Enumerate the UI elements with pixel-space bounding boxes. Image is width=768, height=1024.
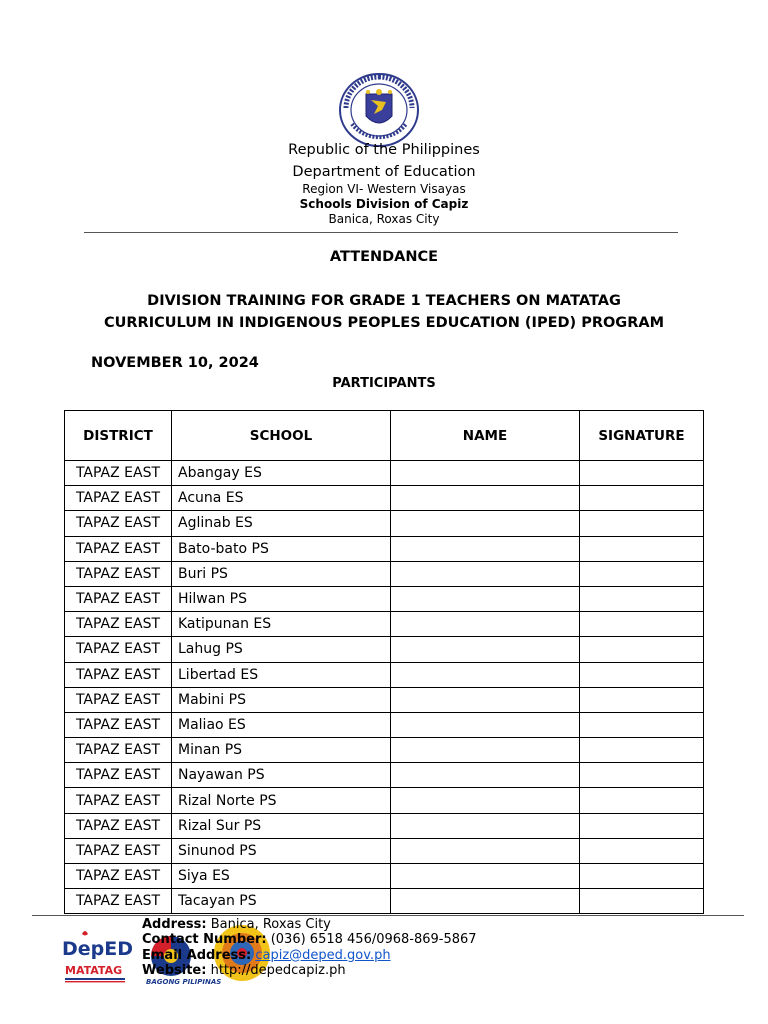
district-cell: TAPAZ EAST bbox=[65, 889, 172, 914]
footer-website bbox=[142, 963, 477, 978]
header-location: Banica, Roxas City bbox=[328, 212, 440, 226]
name-cell[interactable] bbox=[391, 561, 580, 586]
table-row bbox=[65, 788, 704, 813]
signature-cell[interactable] bbox=[580, 536, 704, 561]
document-subtitle bbox=[60, 290, 708, 334]
document-title: ATTENDANCE bbox=[329, 249, 439, 265]
website-label: Website: bbox=[142, 962, 207, 978]
address-label: Address: bbox=[142, 917, 207, 932]
district-cell: TAPAZ EAST bbox=[65, 637, 172, 662]
district-cell: TAPAZ EAST bbox=[65, 864, 172, 889]
deped-matatag-logo-icon bbox=[62, 928, 142, 986]
table-row bbox=[65, 637, 704, 662]
signature-cell[interactable] bbox=[580, 461, 704, 486]
header-region: Region VI- Western Visayas bbox=[302, 182, 466, 196]
column-header-name: NAME bbox=[391, 411, 580, 461]
footer-contact bbox=[142, 932, 477, 947]
school-cell: Hilwan PS bbox=[172, 586, 391, 611]
school-cell: Lahug PS bbox=[172, 637, 391, 662]
school-cell: Bato-bato PS bbox=[172, 536, 391, 561]
table-row bbox=[65, 612, 704, 637]
school-cell: Katipunan ES bbox=[172, 612, 391, 637]
school-cell: Mabini PS bbox=[172, 687, 391, 712]
signature-cell[interactable] bbox=[580, 763, 704, 788]
signature-cell[interactable] bbox=[580, 788, 704, 813]
school-cell: Buri PS bbox=[172, 561, 391, 586]
name-cell[interactable] bbox=[391, 763, 580, 788]
school-cell: Abangay ES bbox=[172, 461, 391, 486]
school-cell: Siya ES bbox=[172, 864, 391, 889]
participants-label: PARTICIPANTS bbox=[332, 376, 436, 391]
contact-label: Contact Number: bbox=[142, 932, 267, 948]
district-cell: TAPAZ EAST bbox=[65, 511, 172, 536]
signature-cell[interactable] bbox=[580, 864, 704, 889]
name-cell[interactable] bbox=[391, 864, 580, 889]
school-cell: Libertad ES bbox=[172, 662, 391, 687]
signature-cell[interactable] bbox=[580, 662, 704, 687]
signature-cell[interactable] bbox=[580, 889, 704, 914]
signature-cell[interactable] bbox=[580, 813, 704, 838]
footer-contact-info bbox=[142, 917, 477, 978]
signature-cell[interactable] bbox=[580, 511, 704, 536]
school-cell: Rizal Norte PS bbox=[172, 788, 391, 813]
name-cell[interactable] bbox=[391, 511, 580, 536]
header-divider bbox=[84, 232, 678, 233]
district-cell: TAPAZ EAST bbox=[65, 612, 172, 637]
name-cell[interactable] bbox=[391, 612, 580, 637]
district-cell: TAPAZ EAST bbox=[65, 561, 172, 586]
footer-address bbox=[142, 917, 477, 932]
header-division: Schools Division of Capiz bbox=[299, 197, 469, 211]
school-cell: Sinunod PS bbox=[172, 838, 391, 863]
signature-cell[interactable] bbox=[580, 838, 704, 863]
name-cell[interactable] bbox=[391, 637, 580, 662]
table-row bbox=[65, 461, 704, 486]
document-date: NOVEMBER 10, 2024 bbox=[91, 355, 259, 371]
school-cell: Aglinab ES bbox=[172, 511, 391, 536]
signature-cell[interactable] bbox=[580, 712, 704, 737]
name-cell[interactable] bbox=[391, 813, 580, 838]
table-row bbox=[65, 813, 704, 838]
address-value: Banica, Roxas City bbox=[210, 917, 331, 932]
signature-cell[interactable] bbox=[580, 738, 704, 763]
table-row bbox=[65, 561, 704, 586]
name-cell[interactable] bbox=[391, 838, 580, 863]
district-cell: TAPAZ EAST bbox=[65, 662, 172, 687]
school-cell: Rizal Sur PS bbox=[172, 813, 391, 838]
name-cell[interactable] bbox=[391, 662, 580, 687]
name-cell[interactable] bbox=[391, 461, 580, 486]
district-cell: TAPAZ EAST bbox=[65, 536, 172, 561]
table-row bbox=[65, 738, 704, 763]
district-cell: TAPAZ EAST bbox=[65, 838, 172, 863]
signature-cell[interactable] bbox=[580, 687, 704, 712]
name-cell[interactable] bbox=[391, 586, 580, 611]
school-cell: Maliao ES bbox=[172, 712, 391, 737]
name-cell[interactable] bbox=[391, 889, 580, 914]
signature-cell[interactable] bbox=[580, 612, 704, 637]
contact-value: (036) 6518 456/0968-869-5867 bbox=[270, 932, 477, 948]
table-row bbox=[65, 687, 704, 712]
email-link[interactable]: capiz@deped.gov.ph bbox=[255, 947, 391, 963]
name-cell[interactable] bbox=[391, 738, 580, 763]
school-cell: Nayawan PS bbox=[172, 763, 391, 788]
subtitle-line-1: DIVISION TRAINING FOR GRADE 1 TEACHERS ON MATATAG bbox=[147, 293, 621, 309]
district-cell: TAPAZ EAST bbox=[65, 461, 172, 486]
deped-seal-icon bbox=[338, 72, 420, 148]
website-link[interactable]: http://depedcapiz.ph bbox=[210, 962, 346, 978]
district-cell: TAPAZ EAST bbox=[65, 813, 172, 838]
table-header-row bbox=[65, 411, 704, 461]
column-header-signature: SIGNATURE bbox=[580, 411, 704, 461]
district-cell: TAPAZ EAST bbox=[65, 738, 172, 763]
signature-cell[interactable] bbox=[580, 637, 704, 662]
signature-cell[interactable] bbox=[580, 561, 704, 586]
table-row bbox=[65, 586, 704, 611]
table-row bbox=[65, 536, 704, 561]
school-cell: Minan PS bbox=[172, 738, 391, 763]
subtitle-line-2: CURRICULUM IN INDIGENOUS PEOPLES EDUCATION (IPED) PROGRAM bbox=[103, 315, 665, 331]
name-cell[interactable] bbox=[391, 712, 580, 737]
column-header-district: DISTRICT bbox=[65, 411, 172, 461]
district-cell: TAPAZ EAST bbox=[65, 586, 172, 611]
signature-cell[interactable] bbox=[580, 586, 704, 611]
name-cell[interactable] bbox=[391, 486, 580, 511]
header-country: Republic of the Philippines bbox=[288, 142, 480, 158]
table-row bbox=[65, 486, 704, 511]
footer-divider bbox=[32, 915, 744, 916]
svg-text:DepED: DepED bbox=[62, 938, 134, 960]
district-cell: TAPAZ EAST bbox=[65, 788, 172, 813]
name-cell[interactable] bbox=[391, 536, 580, 561]
signature-cell[interactable] bbox=[580, 486, 704, 511]
table-row bbox=[65, 763, 704, 788]
school-cell: Acuna ES bbox=[172, 486, 391, 511]
table-row bbox=[65, 838, 704, 863]
school-cell: Tacayan PS bbox=[172, 889, 391, 914]
district-cell: TAPAZ EAST bbox=[65, 712, 172, 737]
name-cell[interactable] bbox=[391, 788, 580, 813]
footer-email bbox=[142, 948, 477, 963]
district-cell: TAPAZ EAST bbox=[65, 486, 172, 511]
table-row bbox=[65, 662, 704, 687]
svg-text:BAGONG PILIPINAS: BAGONG PILIPINAS bbox=[146, 978, 222, 986]
table-row bbox=[65, 712, 704, 737]
name-cell[interactable] bbox=[391, 687, 580, 712]
header-department: Department of Education bbox=[292, 164, 476, 180]
district-cell: TAPAZ EAST bbox=[65, 687, 172, 712]
table-row bbox=[65, 889, 704, 914]
svg-text:MATATAG: MATATAG bbox=[65, 964, 123, 977]
column-header-school: SCHOOL bbox=[172, 411, 391, 461]
district-cell: TAPAZ EAST bbox=[65, 763, 172, 788]
attendance-table bbox=[64, 410, 704, 914]
table-row bbox=[65, 864, 704, 889]
email-label: Email Address: bbox=[142, 947, 252, 963]
table-row bbox=[65, 511, 704, 536]
